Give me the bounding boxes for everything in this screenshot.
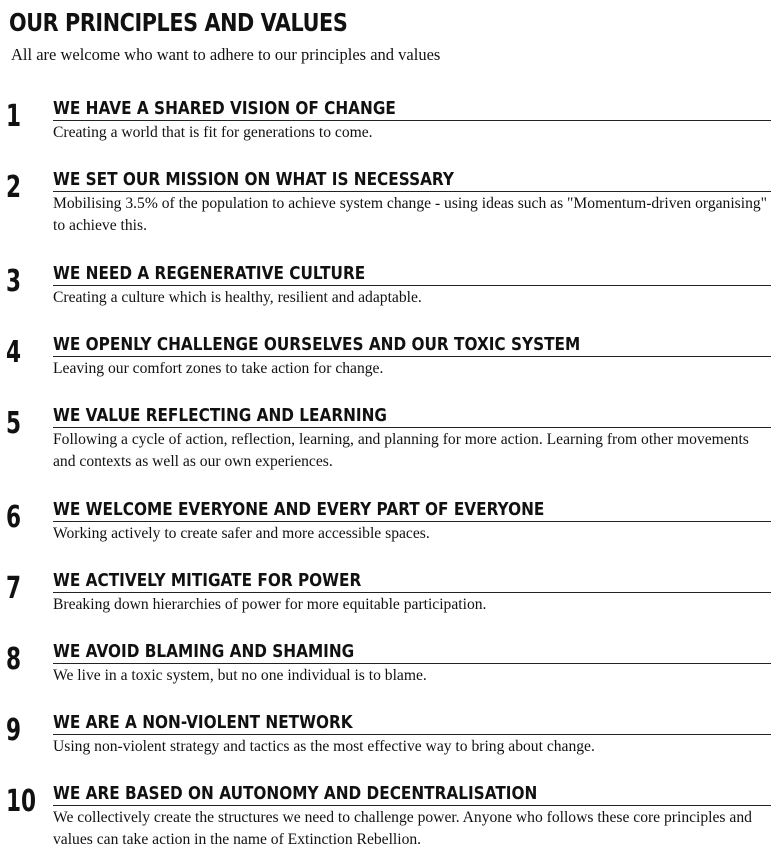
principle-heading: WE AVOID BLAMING AND SHAMING — [53, 641, 355, 662]
principle-heading: WE VALUE REFLECTING AND LEARNING — [53, 405, 387, 426]
principle-number: 3 — [6, 264, 22, 299]
page-title: OUR PRINCIPLES AND VALUES — [9, 8, 348, 37]
principle-heading: WE NEED A REGENERATIVE CULTURE — [53, 263, 366, 284]
principle-description: Creating a culture which is healthy, resilient and adaptable. — [53, 289, 422, 306]
heading-rule — [53, 191, 771, 192]
principle-number: 8 — [6, 642, 22, 677]
heading-rule — [53, 356, 771, 357]
principle-description: Mobilising 3.5% of the population to achieve system change - using ideas such as "Momentum-driven organising" to achieve this. — [53, 195, 768, 234]
principle-description: We live in a toxic system, but no one individual is to blame. — [53, 667, 427, 684]
principle-description: Breaking down hierarchies of power for more equitable participation. — [53, 596, 487, 613]
heading-rule — [53, 285, 771, 286]
principle-heading: WE OPENLY CHALLENGE OURSELVES AND OUR TOXIC SYSTEM — [53, 334, 581, 355]
principle-number: 10 — [6, 784, 37, 819]
principle-number: 1 — [6, 99, 22, 134]
heading-rule — [53, 427, 771, 428]
principle-number: 5 — [6, 406, 22, 441]
principle-number: 4 — [6, 335, 22, 370]
heading-rule — [53, 805, 771, 806]
principle-heading: WE WELCOME EVERYONE AND EVERY PART OF EVERYONE — [53, 499, 545, 520]
principle-description: Creating a world that is fit for generations to come. — [53, 124, 373, 141]
principle-heading: WE ARE A NON-VIOLENT NETWORK — [53, 712, 353, 733]
heading-rule — [53, 663, 771, 664]
principle-description: Following a cycle of action, reflection, learning, and planning for more action. Learning from other movements and contexts as well as our own experiences. — [53, 431, 749, 470]
principle-description: Using non-violent strategy and tactics as the most effective way to bring about change. — [53, 738, 595, 755]
heading-rule — [53, 734, 771, 735]
principle-heading: WE HAVE A SHARED VISION OF CHANGE — [53, 98, 396, 119]
heading-rule — [53, 592, 771, 593]
principle-description: We collectively create the structures we need to challenge power. Anyone who follows these core principles and values can take action in the name of Extinction Rebellion. — [53, 809, 752, 848]
principle-number: 9 — [6, 713, 22, 748]
principle-description: Working actively to create safer and more accessible spaces. — [53, 525, 430, 542]
principle-number: 2 — [6, 170, 22, 205]
principle-heading: WE ACTIVELY MITIGATE FOR POWER — [53, 570, 362, 591]
heading-rule — [53, 120, 771, 121]
heading-rule — [53, 521, 771, 522]
principle-heading: WE ARE BASED ON AUTONOMY AND DECENTRALISATION — [53, 783, 538, 804]
principle-heading: WE SET OUR MISSION ON WHAT IS NECESSARY — [53, 169, 454, 190]
principle-number: 6 — [6, 500, 22, 535]
principle-number: 7 — [6, 571, 22, 606]
page-subtitle: All are welcome who want to adhere to our principles and values — [11, 45, 441, 64]
principle-description: Leaving our comfort zones to take action for change. — [53, 360, 384, 377]
